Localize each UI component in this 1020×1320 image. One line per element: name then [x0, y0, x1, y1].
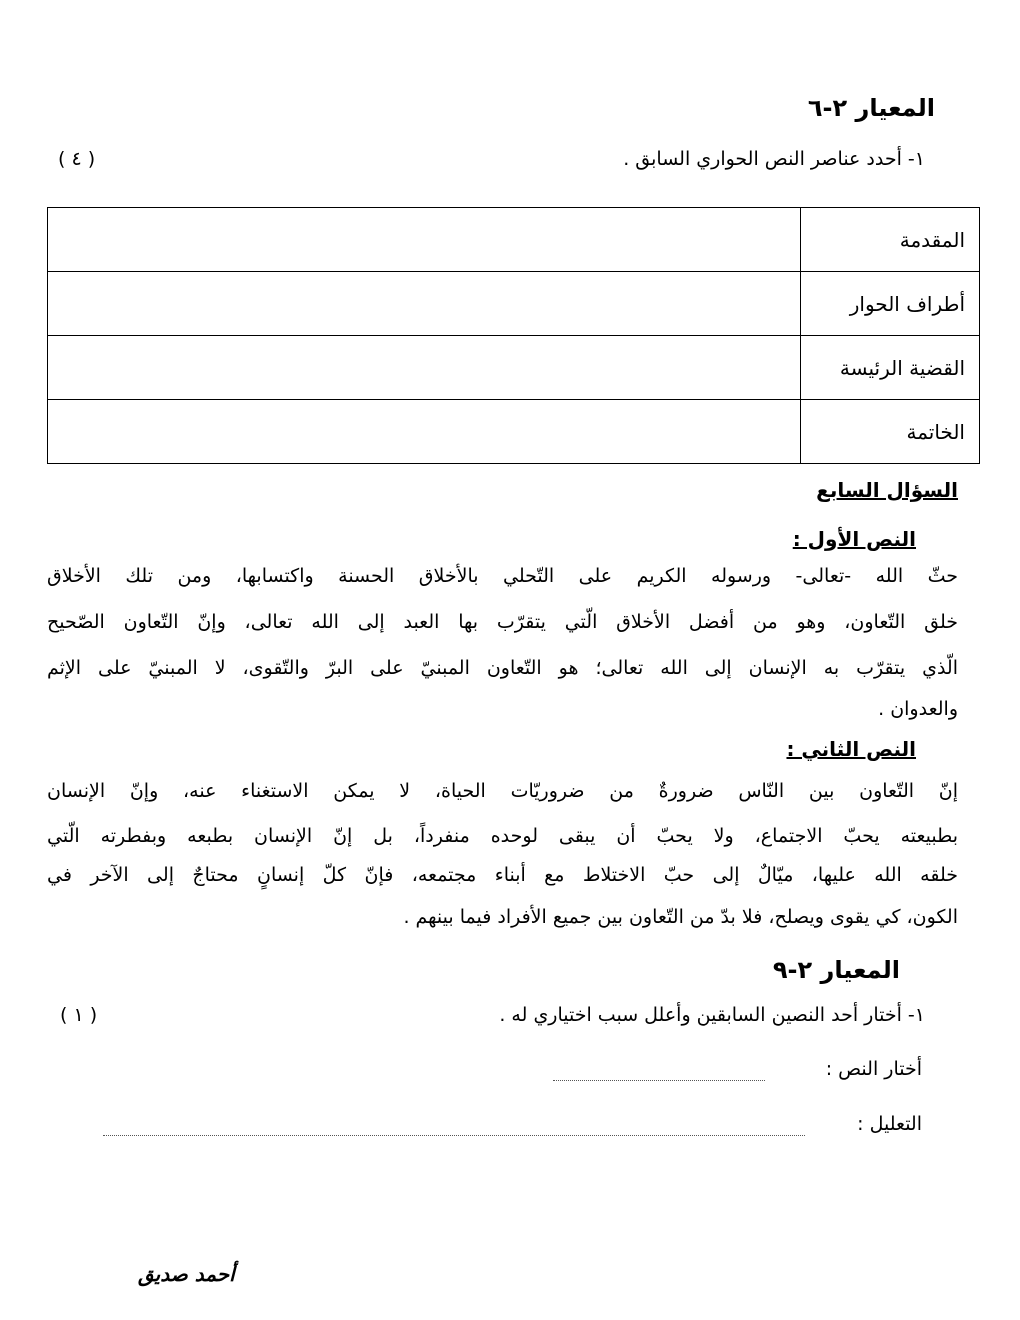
row-label: الخاتمة — [801, 400, 980, 464]
answer-cell[interactable] — [48, 208, 801, 272]
text2-line: إنّ التّعاون بين النّاس ضرورةٌ من ضروريّات الحياة، لا يمكن الاستغناء عنه، وإنّ الإنسان — [47, 780, 958, 802]
table-row — [48, 208, 980, 272]
reason-answer-line[interactable] — [103, 1135, 805, 1136]
dialogue-elements-table — [47, 207, 980, 464]
marks-1: ( ٤ ) — [58, 148, 96, 170]
row-label: أطراف الحوار — [801, 272, 980, 336]
table-row — [48, 272, 980, 336]
table-row — [48, 400, 980, 464]
author-signature: أحمد صديق — [138, 1262, 235, 1286]
table-row — [48, 336, 980, 400]
row-label: القضية الرئيسة — [801, 336, 980, 400]
text2-line: بطبيعته يحبّ الاجتماع، ولا يحبّ أن يبقى لوحده منفرداً، بل إنّ الإنسان بطبعه وبفطرته الّتي — [47, 825, 958, 847]
reason-label: التعليل : — [857, 1113, 922, 1135]
question-7-title: السؤال السابع — [816, 478, 958, 502]
text1-title: النص الأول : — [792, 527, 916, 551]
text1-line: والعدوان . — [878, 698, 958, 720]
text1-line: حثّ الله -تعالى- ورسوله الكريم على التّحلي بالأخلاق الحسنة واكتسابها، ومن تلك الأخلاق — [47, 565, 958, 587]
text2-line: الكون، كي يقوى ويصلح، فلا بدّ من التّعاون بين جميع الأفراد فيما بينهم . — [403, 906, 958, 928]
standard-title-1: المعيار ٢-٦ — [807, 94, 935, 122]
choose-text-answer-line[interactable] — [553, 1080, 765, 1081]
question-2: ١- أختار أحد النصين السابقين وأعلل سبب اختياري له . — [499, 1004, 925, 1026]
standard-title-2: المعيار ٢-٩ — [772, 956, 900, 984]
marks-2: ( ١ ) — [60, 1004, 98, 1026]
choose-text-label: أختار النص : — [825, 1058, 922, 1080]
text1-line: الّذي يتقرّب به الإنسان إلى الله تعالى؛ هو التّعاون المبنيّ على البرّ والتّقوى، لا المبنيّ على الإثم — [47, 657, 958, 679]
answer-cell[interactable] — [48, 336, 801, 400]
text1-line: خلق التّعاون، وهو من أفضل الأخلاق الّتي يتقرّب بها العبد إلى الله تعالى، وإنّ التّعاون الصّحيح — [47, 611, 958, 633]
question-1: ١- أحدد عناصر النص الحواري السابق . — [623, 148, 925, 170]
answer-cell[interactable] — [48, 400, 801, 464]
text2-title: النص الثاني : — [786, 737, 916, 761]
answer-cell[interactable] — [48, 272, 801, 336]
row-label: المقدمة — [801, 208, 980, 272]
text2-line: خلقه الله عليها، ميّالٌ إلى حبّ الاختلاط مع أبناء مجتمعه، فإنّ كلّ إنسانٍ محتاجٌ إلى الآخر في — [47, 864, 958, 886]
